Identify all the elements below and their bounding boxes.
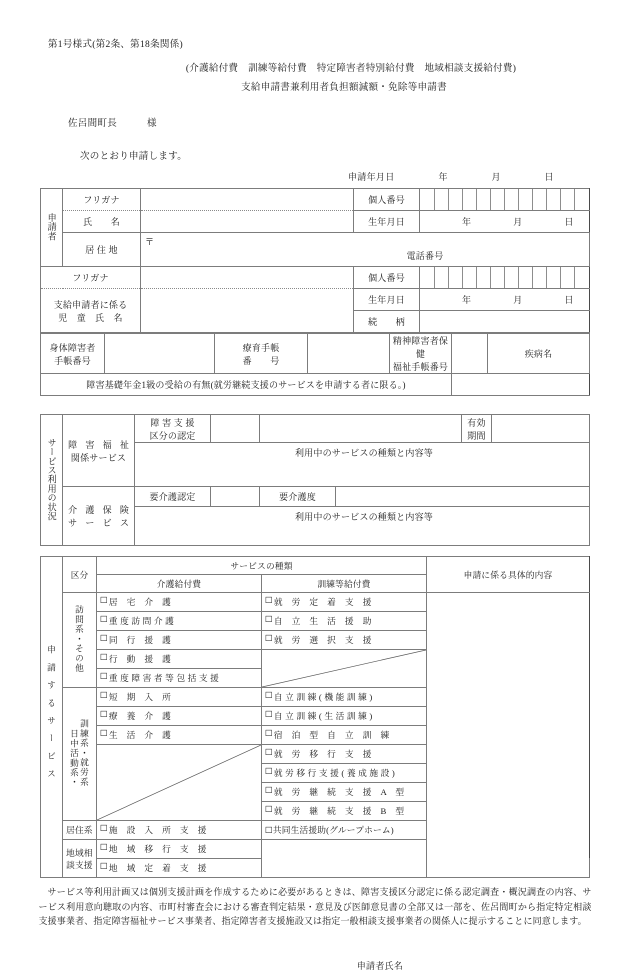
applicant-residence-value[interactable]	[141, 233, 590, 267]
service-label: 行 動 援 護	[108, 654, 172, 664]
mental-cert-label-line1: 精神障害者保健	[392, 336, 449, 359]
service-label: 居 宅 介 護	[108, 597, 172, 607]
ltci-service-label	[63, 487, 135, 546]
mynumber-cell[interactable]	[462, 189, 476, 210]
ryoiku-cert-label-line2: 番 号	[242, 355, 280, 366]
mynumber-cell[interactable]	[547, 189, 561, 210]
valid-period-label-line1: 有効	[467, 417, 486, 428]
service-checkbox-row[interactable]: ☐ 行 動 援 護	[97, 650, 262, 669]
birth-day-label: 日	[564, 295, 574, 305]
ltci-service-label-line1: 介 護 保 険	[68, 505, 132, 515]
birth-year-label: 年	[462, 295, 472, 305]
section-gap	[0, 396, 630, 414]
service-status-table	[40, 414, 590, 546]
group-label-chiiki-line1: 地域相	[66, 847, 93, 858]
service-label: 就 労 移 行 支 援 ( 養 成 施 設 )	[273, 768, 395, 778]
support-class-extra[interactable]	[260, 415, 462, 443]
pension-value[interactable]	[452, 374, 590, 396]
mynumber-cell[interactable]	[519, 267, 533, 288]
service-label: 地 域 移 行 支 援	[108, 844, 207, 854]
service-checkbox-row[interactable]: ☐ 地 域 移 行 支 援	[97, 840, 262, 859]
application-date-row	[48, 170, 600, 183]
application-date-label: 申請年月日	[348, 172, 395, 182]
applicant-furigana-value[interactable]	[141, 189, 354, 211]
service-checkbox-row[interactable]: ☐ 自 立 訓 練 ( 機 能 訓 練 )	[262, 688, 427, 707]
mynumber-grid	[420, 189, 589, 210]
mynumber-cell[interactable]	[547, 267, 561, 288]
category-header: 区分	[63, 557, 97, 593]
child-relation-value[interactable]	[420, 311, 590, 333]
service-checkbox-row[interactable]: ☐ 同 行 援 護	[97, 631, 262, 650]
child-birth-label: 生年月日	[354, 289, 420, 311]
service-label: 自 立 生 活 援 助	[273, 616, 372, 626]
child-name-label-line1: 支給申請者に係る	[53, 299, 128, 310]
diagonal-line-icon	[97, 745, 261, 820]
table-row	[41, 374, 590, 396]
service-checkbox-row[interactable]: ☐ 就 労 継 続 支 援 A 型	[262, 783, 427, 802]
mynumber-cell[interactable]	[533, 189, 547, 210]
service-checkbox-row[interactable]: ☐ 宿 泊 型 自 立 訓 練	[262, 726, 427, 745]
group-label-chiiki-line2: 談支援	[66, 859, 93, 870]
table-row	[41, 289, 590, 311]
kaigo-header: 介護給付費	[97, 575, 262, 593]
service-label: 自 立 訓 練 ( 生 活 訓 練 )	[273, 711, 373, 721]
child-furigana-value[interactable]	[141, 267, 354, 289]
service-checkbox-row[interactable]: ☐ 生 活 介 護	[97, 726, 262, 745]
birth-year-label: 年	[462, 217, 472, 227]
mynumber-cell[interactable]	[490, 189, 504, 210]
table-row	[41, 334, 590, 374]
ltci-in-use[interactable]: 利用中のサービスの種類と内容等	[135, 507, 590, 546]
mynumber-cell[interactable]	[420, 189, 434, 210]
valid-period-label-line2: 期間	[467, 430, 486, 441]
detail-header: 申請に係る具体的内容	[427, 557, 590, 593]
service-checkbox-row[interactable]: ☐ 短 期 入 所	[97, 688, 262, 707]
table-row	[41, 593, 590, 612]
birth-month-label: 月	[513, 217, 523, 227]
group-label-nicchu-line2: 訓練系・就労系	[79, 719, 90, 787]
table-row	[41, 267, 590, 289]
applicant-residence-label: 居 住 地	[63, 233, 141, 267]
service-label: 重 度 訪 問 介 護	[108, 616, 175, 626]
applicant-mynumber-value[interactable]	[420, 189, 590, 211]
service-checkbox-row[interactable]: ☐共同生活援助(グループホーム)	[262, 821, 427, 840]
requested-row-label	[41, 557, 63, 878]
service-checkbox-row[interactable]: ☐ 自 立 生 活 援 助	[262, 612, 427, 631]
applicant-name-value[interactable]	[141, 211, 354, 233]
mynumber-cell[interactable]	[575, 189, 589, 210]
care-cert-value[interactable]	[211, 487, 260, 507]
physical-cert-label-line2: 手帳番号	[54, 355, 91, 366]
mynumber-cell[interactable]	[448, 189, 462, 210]
valid-period-label	[462, 415, 492, 443]
group-label-homon	[63, 593, 97, 688]
signature-line: 申請者氏名	[356, 960, 404, 971]
welfare-in-use[interactable]: 利用中のサービスの種類と内容等	[135, 443, 590, 487]
service-label: 地 域 定 着 支 援	[108, 863, 207, 873]
service-label: 自 立 訓 練 ( 機 能 訓 練 )	[273, 692, 373, 702]
child-name-label-line2: 児 童 氏 名	[58, 312, 123, 323]
welfare-service-label-line2: 関係サービス	[70, 452, 127, 463]
service-label: 共同生活援助(グループホーム)	[272, 825, 394, 835]
physical-cert-label	[41, 334, 105, 374]
service-checkbox-row[interactable]: ☐ 重 度 障 害 者 等 包 括 支 援	[97, 669, 262, 688]
ltci-service-label-line2: サ ー ビ ス	[68, 518, 132, 528]
applicant-birth-label: 生年月日	[354, 211, 420, 233]
service-label: 施 設 入 所 支 援	[108, 825, 207, 835]
service-checkbox-row[interactable]: ☐ 施 設 入 所 支 援	[97, 821, 262, 840]
consent-section	[39, 885, 592, 929]
service-label: 療 養 介 護	[108, 711, 172, 721]
application-date-day: 日	[544, 172, 554, 182]
group-label-chiiki	[63, 840, 97, 878]
document-title-line2: 支給申請書兼利用者負担額減額・免除等申請書	[241, 83, 447, 93]
service-checkbox-row[interactable]: ☐ 就 労 継 続 支 援 B 型	[262, 802, 427, 821]
mynumber-cell[interactable]	[490, 267, 504, 288]
consent-paragraph: サービス等利用計画又は個別支援計画を作成するために必要があるときは、障害支援区分認定に係る認定調査・概況調査の内容、サービス利用意向聴取の内容、市町村審査会における審査判定結果・意見及び医師意見書の全部又は一部を、佐呂間町から指定特定相談支援事業者、指定障害福祉サービス事業者、指定障害者支援施設又は指定一般相談支援事業者の関係人に提示することに同意します。	[38, 887, 592, 927]
pension-note: 障害基礎年金1級の受給の有無(就労継続支援のサービスを申請する者に限る。)	[41, 374, 452, 396]
support-class-value[interactable]	[211, 415, 260, 443]
document-header	[0, 0, 630, 183]
service-checkbox-row[interactable]: ☐ 地 域 定 着 支 援	[97, 859, 262, 878]
child-furigana-label: フリガナ	[41, 267, 141, 289]
child-name-value[interactable]	[141, 289, 354, 333]
physical-cert-value[interactable]	[105, 334, 215, 374]
care-level-label: 要介護度	[260, 487, 336, 507]
form-number: 第1号様式(第2条、第18条関係)	[48, 40, 183, 50]
applicant-furigana-label: フリガナ	[63, 189, 141, 211]
birth-month-label: 月	[513, 295, 523, 305]
lead-text: 次のとおり申請します。	[80, 152, 188, 162]
ryoiku-cert-label-line1: 療育手帳	[242, 342, 280, 353]
mynumber-grid	[420, 267, 589, 288]
service-label: 就 労 選 択 支 援	[273, 635, 372, 645]
table-row	[41, 487, 590, 507]
service-label: 就 労 定 着 支 援	[273, 597, 372, 607]
requested-row-label-text: 申請するサービス	[46, 645, 57, 787]
valid-period-value[interactable]	[492, 415, 590, 443]
certificate-table	[40, 333, 590, 396]
group-label-nicchu	[63, 688, 97, 821]
mynumber-cell[interactable]	[575, 267, 589, 288]
care-level-value[interactable]	[336, 487, 590, 507]
service-checkbox-row[interactable]: ☐ 療 養 介 護	[97, 707, 262, 726]
addressee-honorific: 様	[147, 119, 157, 129]
document-title-line1: (介護給付費 訓練等給付費 特定障害者特別給付費 地域相談支援給付費)	[185, 64, 517, 74]
group-label-kyojyu: 居住系	[63, 821, 97, 840]
service-status-row-label-text: サービス利用の状況	[46, 437, 57, 521]
application-date-month: 月	[491, 172, 501, 182]
applicant-row-label	[41, 189, 63, 267]
service-label: 就 労 継 続 支 援 A 型	[273, 787, 405, 797]
service-checkbox-row[interactable]: ☐ 就 労 移 行 支 援	[262, 745, 427, 764]
table-row	[41, 415, 590, 443]
mynumber-cell[interactable]	[504, 189, 518, 210]
section-gap	[0, 546, 630, 556]
service-checkbox-row[interactable]: ☐ 居 宅 介 護	[97, 593, 262, 612]
disease-label: 疾病名	[488, 334, 590, 374]
support-class-label	[135, 415, 211, 443]
service-label: 就 労 移 行 支 援	[273, 749, 372, 759]
service-checkbox-row[interactable]: ☐ 重 度 訪 問 介 護	[97, 612, 262, 631]
child-name-label	[41, 289, 141, 333]
mental-cert-value[interactable]	[452, 334, 488, 374]
mynumber-cell[interactable]	[434, 189, 448, 210]
mynumber-cell[interactable]	[533, 267, 547, 288]
diagonal-line-icon	[262, 650, 426, 687]
mynumber-cell[interactable]	[434, 267, 448, 288]
applicant-mynumber-label: 個人番号	[354, 189, 420, 211]
birth-day-label: 日	[564, 217, 574, 227]
care-cert-label: 要介護認定	[135, 487, 211, 507]
diagonal-blank-upper	[262, 650, 427, 688]
service-label: 重 度 障 害 者 等 包 括 支 援	[108, 673, 220, 683]
physical-cert-label-line1: 身体障害者	[49, 342, 96, 353]
child-mynumber-value[interactable]	[420, 267, 590, 289]
mynumber-cell[interactable]	[448, 267, 462, 288]
welfare-service-label	[63, 415, 135, 487]
table-row	[41, 233, 590, 267]
mynumber-cell[interactable]	[420, 267, 434, 288]
service-checkbox-row[interactable]: ☐ 自 立 訓 練 ( 生 活 訓 練 )	[262, 707, 427, 726]
mynumber-cell[interactable]	[476, 189, 490, 210]
service-label: 短 期 入 所	[108, 692, 172, 702]
addressee-name: 佐呂間町長	[68, 119, 118, 129]
mynumber-cell[interactable]	[519, 189, 533, 210]
group-label-homon-text: 訪問系・その他	[74, 605, 85, 673]
group-label-nicchu-line1: 日中活動系・	[69, 728, 80, 787]
child-mynumber-label: 個人番号	[354, 267, 420, 289]
service-checkbox-row[interactable]: ☐ 就 労 移 行 支 援 ( 養 成 施 設 )	[262, 764, 427, 783]
addressee	[48, 115, 600, 129]
kunren-header: 訓練等給付費	[262, 575, 427, 593]
postal-mark: 〒	[145, 237, 155, 247]
service-status-row-label	[41, 415, 63, 546]
ryoiku-cert-label	[215, 334, 308, 374]
mynumber-cell[interactable]	[462, 267, 476, 288]
service-type-header: サービスの種類	[97, 557, 427, 575]
mynumber-cell[interactable]	[561, 189, 575, 210]
child-birth-value[interactable]	[420, 289, 590, 311]
support-class-label-line2: 区分の認定	[149, 430, 196, 441]
service-checkbox-row[interactable]: ☐ 就 労 定 着 支 援	[262, 593, 427, 612]
support-class-label-line1: 障 害 支 援	[150, 417, 195, 428]
kunren-blank	[262, 840, 427, 878]
mental-cert-label-line2: 福祉手帳番号	[392, 362, 449, 372]
service-label: 宿 泊 型 自 立 訓 練	[273, 730, 390, 740]
application-date-year: 年	[438, 172, 448, 182]
detail-input[interactable]	[427, 593, 590, 878]
welfare-service-label-line1: 障 害 福 祉	[68, 439, 132, 450]
table-row	[41, 557, 590, 575]
applicant-name-label: 氏 名	[63, 211, 141, 233]
applicant-phone-label: 電話番号	[406, 251, 444, 261]
mynumber-cell[interactable]	[561, 267, 575, 288]
requested-services-table	[40, 556, 590, 878]
diagonal-blank-lower	[97, 745, 262, 821]
applicant-row-label-text: 申請者	[46, 212, 57, 241]
applicant-birth-value[interactable]	[420, 211, 590, 233]
service-checkbox-row[interactable]: ☐ 就 労 選 択 支 援	[262, 631, 427, 650]
table-row	[41, 189, 590, 211]
table-row	[41, 211, 590, 233]
ryoiku-cert-value[interactable]	[308, 334, 390, 374]
service-label: 就 労 継 続 支 援 B 型	[273, 806, 405, 816]
applicant-table	[40, 188, 590, 333]
mental-cert-label	[390, 334, 452, 374]
service-label: 生 活 介 護	[108, 730, 172, 740]
mynumber-cell[interactable]	[476, 267, 490, 288]
child-relation-label: 続 柄	[354, 311, 420, 333]
service-label: 同 行 援 護	[108, 635, 172, 645]
mynumber-cell[interactable]	[504, 267, 518, 288]
